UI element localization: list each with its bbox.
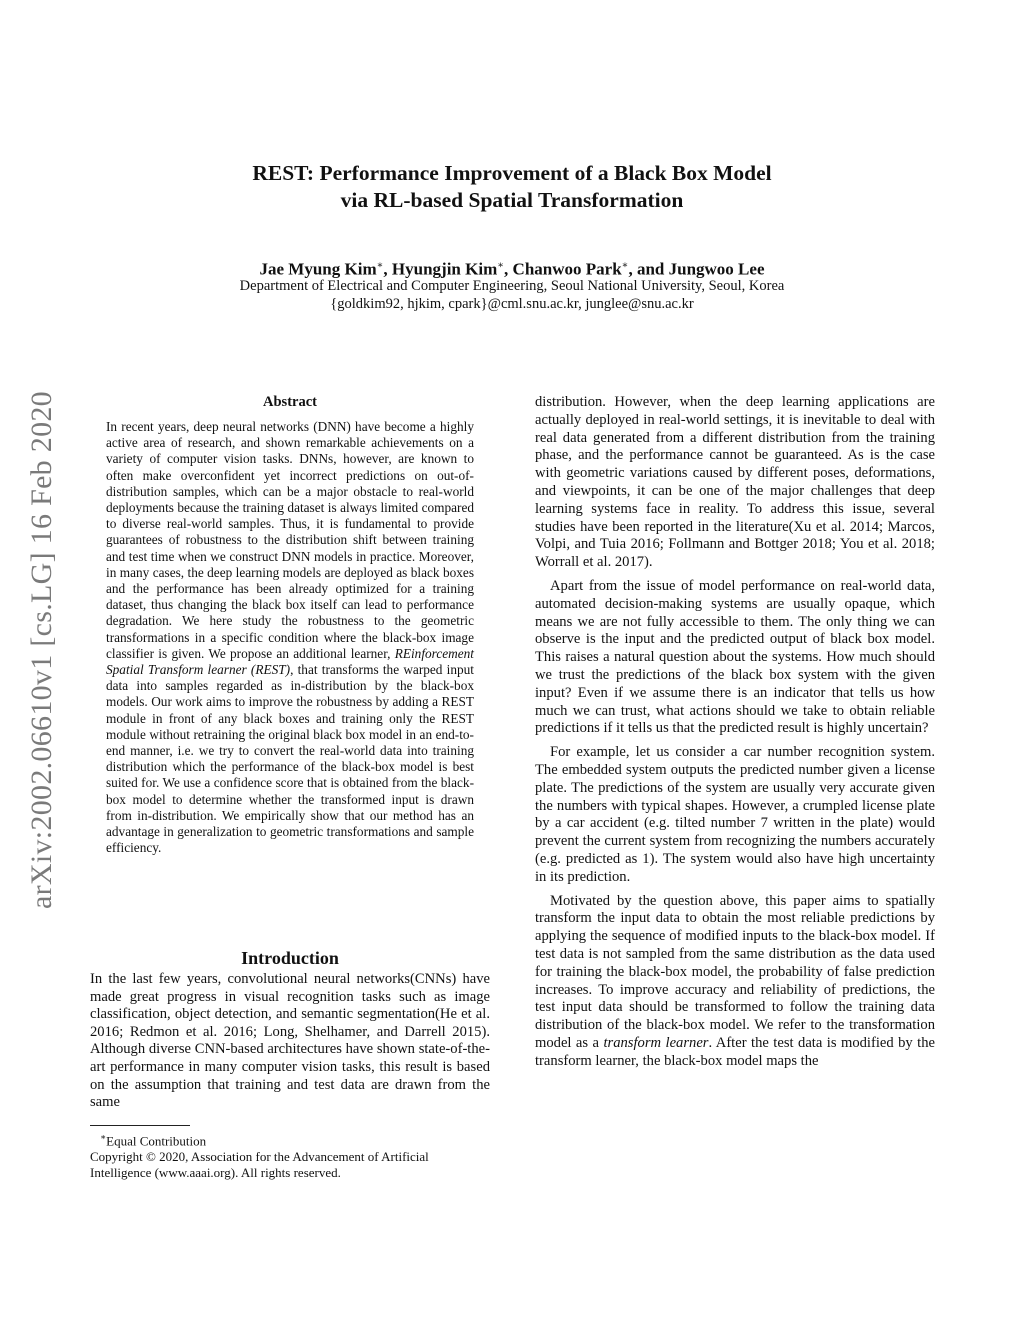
- author-separator: ,: [383, 259, 392, 279]
- author-emails: {goldkim92, hjkim, cpark}@cml.snu.ac.kr, junglee@snu.ac.kr: [330, 296, 694, 312]
- paper-title: [0, 160, 1024, 214]
- abstract-text: [106, 419, 474, 856]
- title-line-1: REST: Performance Improvement of a Black Box Model: [252, 161, 772, 185]
- author-name: Chanwoo Park: [512, 259, 622, 279]
- abstract-emphasis: REinforcement Spatial Transform learner (REST): [106, 645, 474, 678]
- author-name: Jae Myung Kim: [259, 259, 377, 279]
- abstract-text-part: In recent years, deep neural networks (DNN) have become a highly active area of research, and shown remarkable achievements on a variety of computer vision tasks. DNNs, however, are known to often make overconfident yet incorrect predictions on out-of-distribution samples, which can be a major obstacle to real-world deployments because the training dataset is always limited compared to diverse real-world samples. Thus, it is fundamental to provide guarantees of robustness to the distribution shift between training and test time when we construct DNN models in practice. Moreover, in many cases, the deep learning models are deployed as black boxes and the performance has been already optimized for a training dataset, thus changing the black box itself can lead to performance degradation. We here study the robustness to the geometric transformations in a specific condition where the black-box image classifier is given. We propose an additional learner,: [106, 419, 474, 661]
- author-name: Jungwoo Lee: [668, 259, 765, 279]
- introduction-heading: Introduction: [241, 948, 339, 968]
- author-mark: ∗: [621, 260, 629, 271]
- author-separator: , and: [628, 259, 669, 279]
- author-mark: ∗: [497, 260, 505, 271]
- abstract-text-part: , that transforms the warped input data into samples regarded as in-distribution by the black-box models. Our work aims to improve the robustness by adding a REST module in front of any black boxes and training only the REST module without retraining the original black box model in an end-to-end manner, i.e. we try to convert the real-world data into training distribution which the performance of the black-box model is best suited for. We use a confidence score that is obtained from the black-box model to determine whether the transformed input is drawn from in-distribution. We empirically show that our method has an advantage in generalization to geometric transformations and sample efficiency.: [106, 662, 474, 856]
- affiliation-block: [0, 277, 1024, 313]
- affiliation: Department of Electrical and Computer Engineering, Seoul National University, Seoul, Korea: [239, 278, 785, 294]
- author-mark: ∗: [376, 260, 384, 271]
- copyright-line-2: Intelligence (www.aaai.org). All rights reserved.: [90, 1165, 341, 1181]
- body-paragraph: For example, let us consider a car number recognition system. The embedded system outputs the predicted number given a license plate. The predictions of the system are usually very accurate given the numbers with typical shapes. However, a crumpled license plate by a car accident (e.g. tilted number 7 written in the plate) would prevent the current system from recognizing the numbers accurately (e.g. predicted as 1). The system would also have high uncertainty in its prediction.: [535, 744, 935, 885]
- body-paragraph: [535, 893, 935, 1071]
- footnote-divider: [90, 1125, 190, 1126]
- footnote-block: [90, 1129, 490, 1181]
- author-name: Hyungjin Kim: [391, 259, 498, 279]
- footnote-equal-contribution: [90, 1129, 490, 1149]
- footnote-mark: ∗: [100, 1132, 107, 1142]
- title-line-2: via RL-based Spatial Transformation: [340, 188, 684, 212]
- introduction-text: In the last few years, convolutional neural networks(CNNs) have made great progress in visual recognition tasks such as image classification, object detection, and semantic segmentation(He et al. 2016; Redmon et al. 2016; Long, Shelhamer, and Darrell 2015). Although diverse CNN-based architectures have shown state-of-the-art performance in many computer vision tasks, this result is based on the assumption that training and test data are drawn from the same: [90, 971, 490, 1111]
- footnote-text: Equal Contribution: [106, 1133, 207, 1149]
- right-column: [535, 394, 935, 1076]
- arxiv-identifier: arXiv:2002.06610v1 [cs.LG] 16 Feb 2020: [25, 391, 58, 910]
- author-separator: ,: [504, 259, 513, 279]
- copyright-line-1: Copyright © 2020, Association for the Advancement of Artificial: [90, 1149, 429, 1165]
- body-paragraph: Apart from the issue of model performance on real-world data, automated decision-making systems are usually opaque, which means we are not fully accessible to them. The only thing we can observe is the input and the predicted output of black box model. This raises a natural question about the systems. How much should we trust the predictions of the black box system with the given input? Even if we assume there is an indicator that tells us how much we can trust, what actions should we take to obtain reliable predictions if it tells us that the predicted result is highly uncertain?: [535, 577, 935, 737]
- body-text-part: Motivated by the question above, this paper aims to spatially transform the input data to obtain the most reliable predictions by applying the sequence of modified inputs to the black-box model. If test data is not sampled from the same distribution as the data used for training the black-box model, the probability of false prediction increases. To improve accuracy and reliability of predictions, the test input data should be transformed to follow the training data distribution of the black-box model. We refer to the transformation model as a: [535, 892, 935, 1051]
- body-text-part: . After the test data is modified by the transform learner, the black-box model maps the: [535, 1034, 935, 1069]
- body-paragraph: distribution. However, when the deep learning applications are actually deployed in real-world settings, it is inevitable to deal with real data generated from a different distribution from the training phase, and the performance cannot be guaranteed. As is the case with geometric variations caused by different poses, deformations, and viewpoints, it can be one of the major challenges that deep learning systems face in reality. To address this issue, several studies have been reported in the literature(Xu et al. 2014; Marcos, Volpi, and Tuia 2016; Follmann and Bottger 2018; You et al. 2018; Worrall et al. 2017).: [535, 394, 935, 571]
- abstract-heading: Abstract: [263, 394, 317, 410]
- body-emphasis: transform learner: [603, 1034, 709, 1051]
